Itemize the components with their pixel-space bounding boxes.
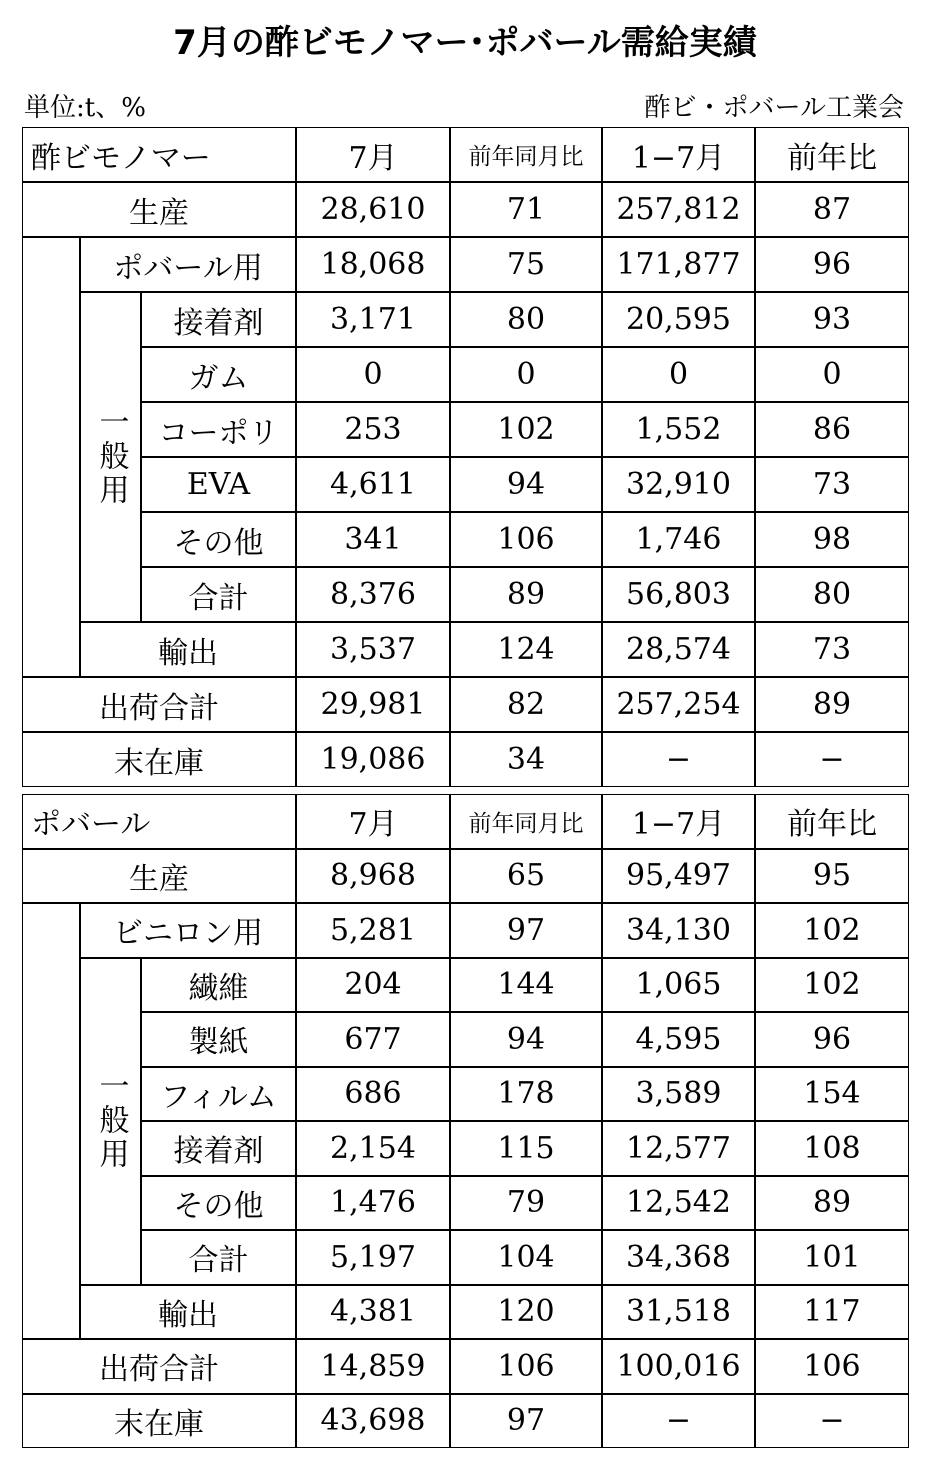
table-cell: 71	[450, 182, 602, 237]
table-cell: 5,197	[296, 1230, 450, 1285]
page-title: 7月の酢ビモノマー･ポバール需給実績	[173, 23, 757, 63]
table-cell: 4,595	[602, 1012, 755, 1067]
table-cell: 96	[755, 237, 909, 292]
table-cell: 341	[296, 512, 450, 567]
table-cell: 28,610	[296, 182, 450, 237]
table-cell: −	[755, 732, 909, 787]
table-cell: 0	[296, 347, 450, 402]
table-cell: 32,910	[602, 457, 755, 512]
table-cell: 65	[450, 849, 602, 904]
table-cell: 144	[450, 958, 602, 1013]
group-label: 一般用	[80, 292, 141, 622]
column-header: 前年同月比	[450, 127, 602, 182]
table-cell: 3,171	[296, 292, 450, 347]
indent-spacer	[22, 903, 80, 1339]
column-header: 前年比	[755, 127, 909, 182]
table-cell: 89	[755, 1176, 909, 1231]
table-cell: 257,254	[602, 677, 755, 732]
table-cell: 14,859	[296, 1339, 450, 1394]
table-cell: 102	[755, 903, 909, 958]
table-cell: 8,376	[296, 567, 450, 622]
table-cell: 80	[450, 292, 602, 347]
table-cell: 86	[755, 402, 909, 457]
row-label: 末在庫	[22, 1394, 296, 1449]
table-cell: 80	[755, 567, 909, 622]
table-cell: 31,518	[602, 1285, 755, 1340]
table-cell: 94	[450, 457, 602, 512]
table-cell: 0	[450, 347, 602, 402]
table-cell: 43,698	[296, 1394, 450, 1449]
table-cell: 104	[450, 1230, 602, 1285]
table-cell: 124	[450, 622, 602, 677]
row-label: 接着剤	[141, 1121, 296, 1176]
table-cell: 87	[755, 182, 909, 237]
row-label: 繊維	[141, 958, 296, 1013]
table-cell: −	[602, 732, 755, 787]
row-label: 合計	[141, 567, 296, 622]
source-label: 酢ビ・ポバール工業会	[644, 93, 904, 123]
table-cell: 102	[755, 958, 909, 1013]
table-cell: 120	[450, 1285, 602, 1340]
table-cell: 686	[296, 1067, 450, 1122]
table-cell: 18,068	[296, 237, 450, 292]
table-cell: 100,016	[602, 1339, 755, 1394]
table-cell: 95	[755, 849, 909, 904]
table-cell: 12,542	[602, 1176, 755, 1231]
column-header: 1−7月	[602, 794, 755, 849]
row-label: 製紙	[141, 1012, 296, 1067]
table-cell: 8,968	[296, 849, 450, 904]
table-cell: 154	[755, 1067, 909, 1122]
table-cell: 89	[755, 677, 909, 732]
table-cell: 4,381	[296, 1285, 450, 1340]
row-label: 生産	[22, 849, 296, 904]
table-cell: 171,877	[602, 237, 755, 292]
group-label: 一般用	[80, 958, 141, 1285]
row-label: ガム	[141, 347, 296, 402]
row-label: 出荷合計	[22, 677, 296, 732]
row-label: EVA	[141, 457, 296, 512]
table-cell: 0	[602, 347, 755, 402]
table-cell: 73	[755, 457, 909, 512]
table-cell: 1,476	[296, 1176, 450, 1231]
table-cell: 89	[450, 567, 602, 622]
table-cell: 101	[755, 1230, 909, 1285]
unit-label: 単位:t、%	[24, 93, 146, 123]
column-header: 前年同月比	[450, 794, 602, 849]
table-cell: 56,803	[602, 567, 755, 622]
row-label: コーポリ	[141, 402, 296, 457]
table-cell: 29,981	[296, 677, 450, 732]
table-cell: 204	[296, 958, 450, 1013]
table-cell: 79	[450, 1176, 602, 1231]
table-cell: 4,611	[296, 457, 450, 512]
table-cell: 106	[450, 512, 602, 567]
row-label: その他	[141, 512, 296, 567]
table-cell: 34,368	[602, 1230, 755, 1285]
table-cell: 257,812	[602, 182, 755, 237]
table-cell: 96	[755, 1012, 909, 1067]
table-cell: 73	[755, 622, 909, 677]
table-cell: 1,552	[602, 402, 755, 457]
row-label: フィルム	[141, 1067, 296, 1122]
table-cell: 95,497	[602, 849, 755, 904]
table-cell: 1,746	[602, 512, 755, 567]
table-cell: 19,086	[296, 732, 450, 787]
row-label: その他	[141, 1176, 296, 1231]
table-cell: 106	[450, 1339, 602, 1394]
table-cell: 2,154	[296, 1121, 450, 1176]
table-cell: 3,589	[602, 1067, 755, 1122]
table-header-label: 酢ビモノマー	[22, 127, 296, 182]
table-cell: 97	[450, 1394, 602, 1449]
table-cell: 34	[450, 732, 602, 787]
table-cell: 98	[755, 512, 909, 567]
table-cell: 1,065	[602, 958, 755, 1013]
table-cell: 34,130	[602, 903, 755, 958]
row-label: 合計	[141, 1230, 296, 1285]
row-label: 接着剤	[141, 292, 296, 347]
table-cell: 97	[450, 903, 602, 958]
table-header-label: ポバール	[22, 794, 296, 849]
row-label: 末在庫	[22, 732, 296, 787]
table-cell: 0	[755, 347, 909, 402]
row-label: ポバール用	[80, 237, 296, 292]
table-cell: 253	[296, 402, 450, 457]
column-header: 前年比	[755, 794, 909, 849]
row-label: 出荷合計	[22, 1339, 296, 1394]
table-cell: 3,537	[296, 622, 450, 677]
table-cell: −	[602, 1394, 755, 1449]
column-header: 7月	[296, 127, 450, 182]
table-cell: 178	[450, 1067, 602, 1122]
table-cell: 75	[450, 237, 602, 292]
table-cell: 117	[755, 1285, 909, 1340]
table-cell: 94	[450, 1012, 602, 1067]
table-cell: 677	[296, 1012, 450, 1067]
table-cell: 20,595	[602, 292, 755, 347]
table-cell: 5,281	[296, 903, 450, 958]
table-cell: 108	[755, 1121, 909, 1176]
table-cell: 28,574	[602, 622, 755, 677]
column-header: 7月	[296, 794, 450, 849]
column-header: 1−7月	[602, 127, 755, 182]
row-label: 生産	[22, 182, 296, 237]
indent-spacer	[22, 237, 80, 677]
row-label: 輸出	[80, 622, 296, 677]
table-cell: 93	[755, 292, 909, 347]
table-cell: 12,577	[602, 1121, 755, 1176]
table-cell: 106	[755, 1339, 909, 1394]
table-cell: 115	[450, 1121, 602, 1176]
table-cell: −	[755, 1394, 909, 1449]
table-cell: 102	[450, 402, 602, 457]
row-label: 輸出	[80, 1285, 296, 1340]
table-cell: 82	[450, 677, 602, 732]
row-label: ビニロン用	[80, 903, 296, 958]
